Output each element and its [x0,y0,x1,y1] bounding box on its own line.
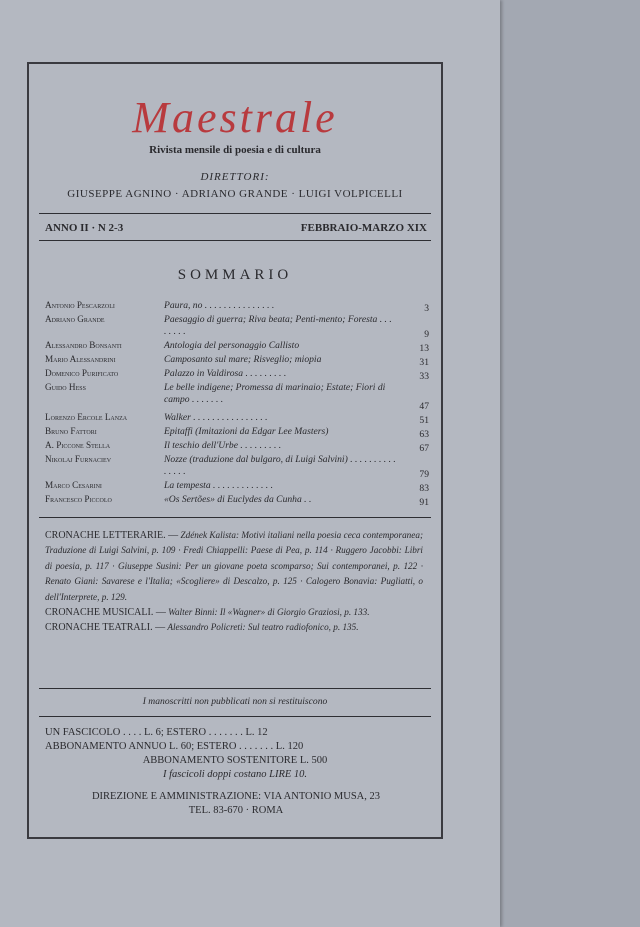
toc-item [45,412,431,426]
toc-author: Antonio Pescarzoli [45,300,115,310]
toc-item [45,426,431,440]
toc-item [45,454,431,480]
toc-page: 51 [419,415,429,426]
toc-item [45,300,431,314]
toc-author: Bruno Fattori [45,426,97,436]
cronache-musicali-body: Walter Binni: Il «Wagner» di Giorgio Graziosi, p. 133. [168,607,370,618]
toc-page: 83 [419,483,429,494]
toc-title: Le belle indigene; Promessa di marinaio; Estate; Fiori di campo . . . . . . . [164,382,386,405]
divider [39,716,431,717]
toc-title: La tempesta . . . . . . . . . . . . . [164,480,273,491]
toc-page: 63 [419,429,429,440]
toc-author: Nikolaj Furnaciev [45,454,112,464]
toc-author: A. Piccone Stella [45,440,111,450]
sommario-heading: SOMMARIO [177,267,293,283]
price-single-issue: UN FASCICOLO . . . . L. 6; ESTERO . . . . . . . L. 12 [45,727,268,738]
toc-page: 79 [419,469,429,480]
toc-page: 9 [424,329,429,340]
toc-title: Nozze (traduzione dal bulgaro, di Luigi Salvini) . . . . . . . . . . . . . . . [164,454,396,477]
cronache-musicali-heading: CRONACHE MUSICALI. — [45,607,166,619]
divider [39,517,431,518]
phone-line: TEL. 83-670 · ROMA [188,805,284,816]
toc-item [45,494,431,508]
magazine-title: Maestrale [132,93,338,142]
toc-author: Francesco Piccolo [45,494,112,504]
toc-item [45,340,431,354]
cronache-teatrali [45,620,423,635]
table-of-contents [45,300,431,508]
toc-title: Palazzo in Valdirosa . . . . . . . . . [164,368,287,379]
divider [39,213,431,214]
toc-item [45,480,431,494]
toc-page: 91 [419,497,429,508]
toc-page: 67 [419,443,429,454]
cronache-teatrali-heading: CRONACHE TEATRALI. — [45,622,166,634]
divider [39,240,431,241]
toc-title: Paura, no . . . . . . . . . . . . . . . [164,300,275,311]
toc-item [45,314,431,340]
divider [39,688,431,689]
toc-author: Lorenzo Ercole Lanza [45,412,128,422]
double-issue-note: I fascicoli doppi costano LIRE 10. [162,769,308,780]
toc-title: «Os Sertões» di Euclydes da Cunha . . [164,494,312,505]
toc-title: Epitaffi (Imitazioni da Edgar Lee Masters) [164,426,329,437]
cover-frame [27,62,443,839]
toc-author: Marco Cesarini [45,480,102,490]
price-supporter: ABBONAMENTO SOSTENITORE L. 500 [142,755,328,766]
issue-date: FEBBRAIO-MARZO XIX [300,222,427,234]
toc-author: Mario Alessandrini [45,354,116,364]
toc-item [45,382,431,412]
toc-title: Paesaggio di guerra; Riva beata; Penti-mento; Foresta . . . . . . . . [164,314,392,337]
issue-number: ANNO II · N 2-3 [45,222,124,234]
issue-row [45,222,427,234]
toc-author: Adriano Grande [45,314,105,324]
toc-page: 33 [419,371,429,382]
manuscripts-notice: I manoscritti non pubblicati non si restituiscono [142,696,328,707]
subscription-prices [45,726,425,782]
cronache-musicali [45,605,423,620]
toc-item [45,440,431,454]
toc-page: 13 [419,343,429,354]
toc-title: Il teschio dell'Urbe . . . . . . . . . [164,440,282,451]
cronache-letterarie [45,528,423,605]
toc-item [45,354,431,368]
chronicles-section [45,528,423,636]
toc-page: 31 [419,357,429,368]
cronache-letterarie-heading: CRONACHE LETTERARIE. — [45,530,179,541]
toc-author: Guido Hess [45,382,86,392]
editorial-address [41,790,431,818]
toc-page: 3 [424,303,429,314]
toc-author: Domenico Purificato [45,368,119,378]
toc-item [45,368,431,382]
magazine-subtitle: Rivista mensile di poesia e di cultura [149,144,321,156]
directors-names: GIUSEPPE AGNINO · ADRIANO GRANDE · LUIGI VOLPICELLI [67,188,403,200]
toc-title: Camposanto sul mare; Risveglio; miopia [164,354,322,365]
cronache-letterarie-body: Zdének Kalista: Motivi italiani nella poesia ceca contemporanea; Traduzione di Luigi Salvini, p. 109 · Fredi Chiappelli: Paese di Pea, p. 114 · Ruggero Jacobbi: Libri di poesia, p. 117 · Giuseppe Susini: Per un giovane poeta scomparso; Sui contemporanei, p. 122 · Renato Giani: Savarese e l'Italia; «Scogliere» di Descalzo, p. 125 · Calogero Bonavia: Pugliatti, o dell'Interprete, p. 129. [45,530,424,602]
toc-author: Alessandro Bonsanti [45,340,122,350]
cronache-teatrali-body: Alessandro Policreti: Sul teatro radiofonico, p. 135. [167,622,359,633]
toc-page: 47 [419,401,429,412]
price-annual: ABBONAMENTO ANNUO L. 60; ESTERO . . . . . . . L. 120 [45,741,304,752]
back-cover-page [500,0,640,927]
address-line: DIREZIONE E AMMINISTRAZIONE: VIA ANTONIO MUSA, 23 [91,791,381,802]
directors-label: DIRETTORI: [200,171,270,183]
toc-title: Walker . . . . . . . . . . . . . . . . [164,412,268,423]
toc-title: Antologia del personaggio Callisto [164,340,300,351]
